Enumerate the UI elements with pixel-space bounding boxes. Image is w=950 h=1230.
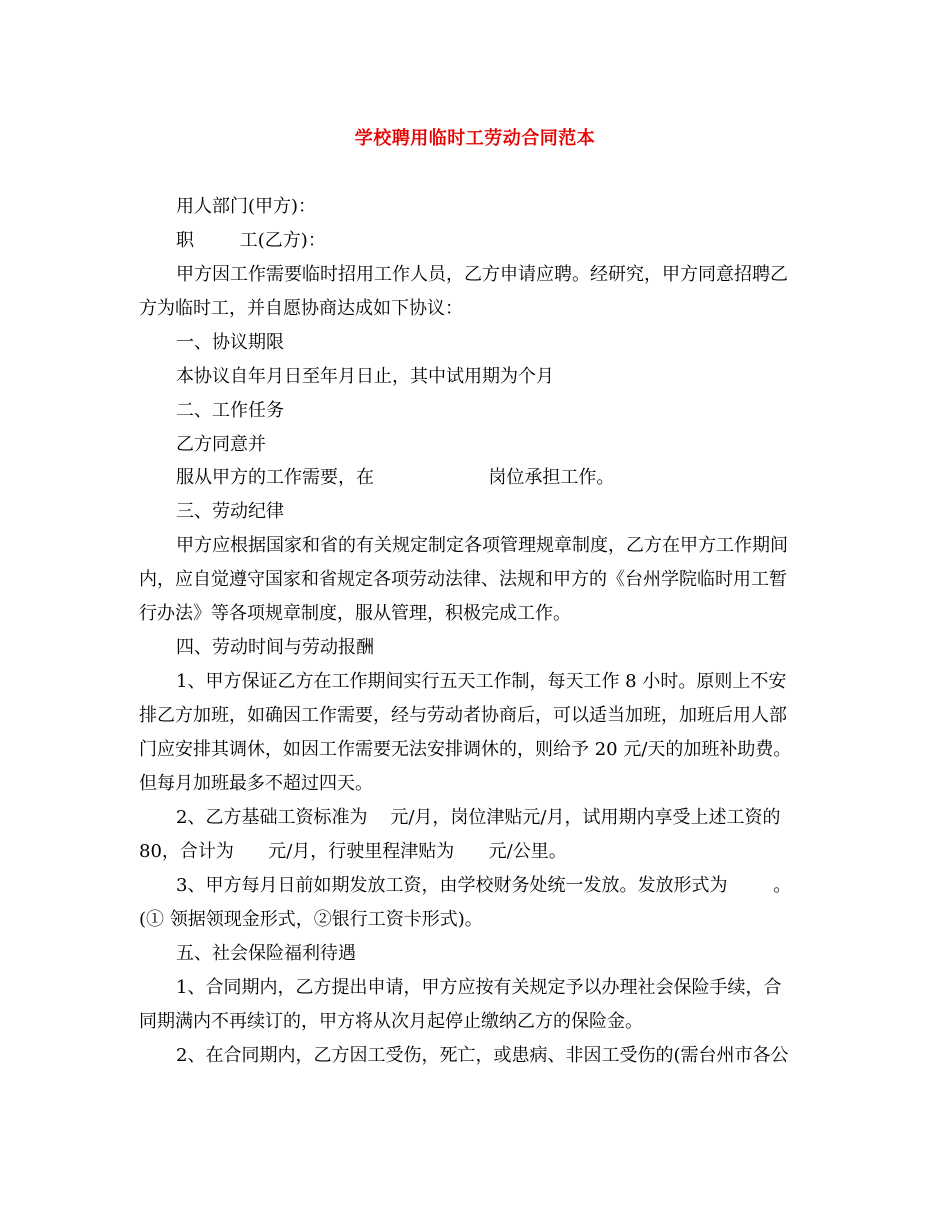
paragraph-line: 80，合计为 元/月，行驶里程津贴为 元/公里。 (139, 841, 567, 862)
document-title: 学校聘用临时工劳动合同范本 (354, 128, 596, 149)
party-b-line: 职 工(乙方)： (176, 230, 326, 251)
paragraph-line: 本协议自年月日至年月日止，其中试用期为个月 (176, 366, 554, 387)
paragraph-line: (① 领据领现金形式，②银行工资卡形式)。 (139, 909, 483, 930)
party-a-line: 用人部门(甲方)： (176, 196, 317, 217)
paragraph-line: 排乙方加班，如确因工作需要，经与劳动者协商后，可以适当加班，加班后用人部 (139, 705, 787, 726)
paragraph-line: 门应安排其调休，如因工作需要无法安排调休的，则给予 20 元/天的加班补助费。 (139, 739, 792, 760)
paragraph-line: 1、甲方保证乙方在工作期间实行五天工作制，每天工作 8 小时。原则上不安 (176, 671, 787, 692)
section-heading: 四、劳动时间与劳动报酬 (176, 637, 374, 658)
paragraph-line: 乙方同意并 (176, 434, 266, 455)
paragraph-line: 甲方应根据国家和省的有关规定制定各项管理规章制度，乙方在甲方工作期间 (176, 535, 788, 556)
paragraph-line: 1、合同期内，乙方提出申请，甲方应按有关规定予以办理社会保险手续，合 (176, 977, 782, 998)
paragraph-line: 行办法》等各项规章制度，服从管理，积极完成工作。 (139, 603, 571, 624)
paragraph-line: 服从甲方的工作需要，在 岗位承担工作。 (176, 467, 615, 488)
paragraph-line: 2、在合同期内，乙方因工受伤，死亡，或患病、非因工受伤的(需台州市各公 (176, 1045, 789, 1066)
paragraph-line: 3、甲方每月日前如期发放工资，由学校财务处统一发放。发放形式为 。 (176, 875, 792, 896)
paragraph-line: 但每月加班最多不超过四天。 (139, 773, 373, 794)
section-heading: 五、社会保险福利待遇 (176, 943, 356, 964)
section-heading: 一、协议期限 (176, 332, 284, 353)
paragraph-line: 内，应自觉遵守国家和省规定各项劳动法律、法规和甲方的《台州学院临时用工暂 (139, 569, 787, 590)
section-heading: 二、工作任务 (176, 400, 284, 421)
intro-paragraph: 方为临时工，并自愿协商达成如下协议： (139, 298, 463, 319)
section-heading: 三、劳动纪律 (176, 501, 284, 522)
paragraph-line: 同期满内不再续订的，甲方将从次月起停止缴纳乙方的保险金。 (139, 1011, 643, 1032)
intro-paragraph: 甲方因工作需要临时招用工作人员，乙方申请应聘。经研究，甲方同意招聘乙 (176, 264, 788, 285)
paragraph-line: 2、乙方基础工资标准为 元/月，岗位津贴元/月，试用期内享受上述工资的 (176, 807, 781, 828)
